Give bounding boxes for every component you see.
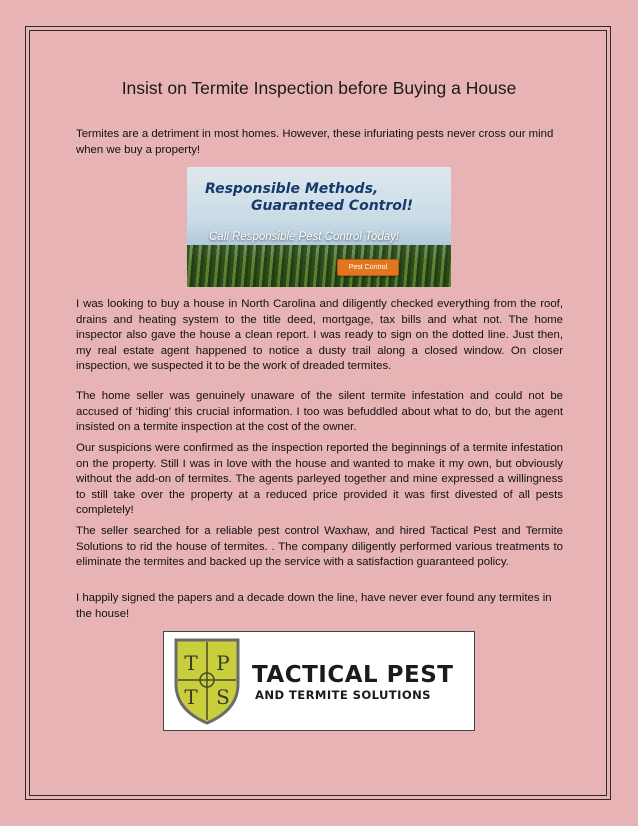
shield-icon [172,636,242,726]
paragraph-4: The seller searched for a reliable pest control Waxhaw, and hired Tactical Pest and Termite Solutions to rid the house of termites. . The company diligently performed various treatments to eliminate the termites and backed up the service with a satisfaction guaranteed policy. [76,525,563,569]
banner-headline-line1: Responsible Methods, [205,181,379,197]
pest-control-button[interactable]: Pest Control [337,259,399,276]
banner-call-to-action: Call Responsible Pest Control Today! [209,231,400,243]
pest-control-banner[interactable] [187,167,451,287]
paragraph-3: Our suspicions were confirmed as the inspection reported the beginnings of a termite infestation on the property. Still I was in love with the house and wanted to make it my own, but obviously without the add-on of termites. The agents parleyed together and mine expressed a willingness to still take over the property at a reduced price provided it was first divested of all pests completely! [76,442,563,517]
company-tagline: AND TERMITE SOLUTIONS [255,688,431,702]
company-logo [163,631,475,731]
logo-letter-t2: T [184,685,198,709]
banner-headline [205,181,445,215]
logo-letter-p: P [216,651,230,675]
logo-letter-t1: T [184,651,198,675]
intro-paragraph: Termites are a detriment in most homes. However, these infuriating pests never cross our mind when we buy a property! [76,128,554,156]
banner-weeds-image [187,245,451,287]
article-title: Insist on Termite Inspection before Buying a House [121,78,517,98]
logo-letter-s: S [216,685,230,709]
paragraph-2: The home seller was genuinely unaware of the silent termite infestation and could not be accused of ‘hiding’ this crucial information. I too was befuddled about what to do, but the agent insisted on a termite inspection at the cost of the owner. [76,390,563,434]
banner-headline-line2: Guaranteed Control! [251,198,414,214]
paragraph-1: I was looking to buy a house in North Carolina and diligently checked everything from the roof, drains and heating system to the title deed, mortgage, tax bills and what not. The home inspector also gave the house a clean report. I was ready to sign on the dotted line. Just then, my real estate agent happened to notice a dusty trail along a closed window. On closer inspection, we suspected it to be the work of dreaded termites. [76,298,563,373]
company-name: TACTICAL PEST [252,662,454,688]
paragraph-5: I happily signed the papers and a decade down the line, have never ever found any termites in the house! [76,592,552,620]
